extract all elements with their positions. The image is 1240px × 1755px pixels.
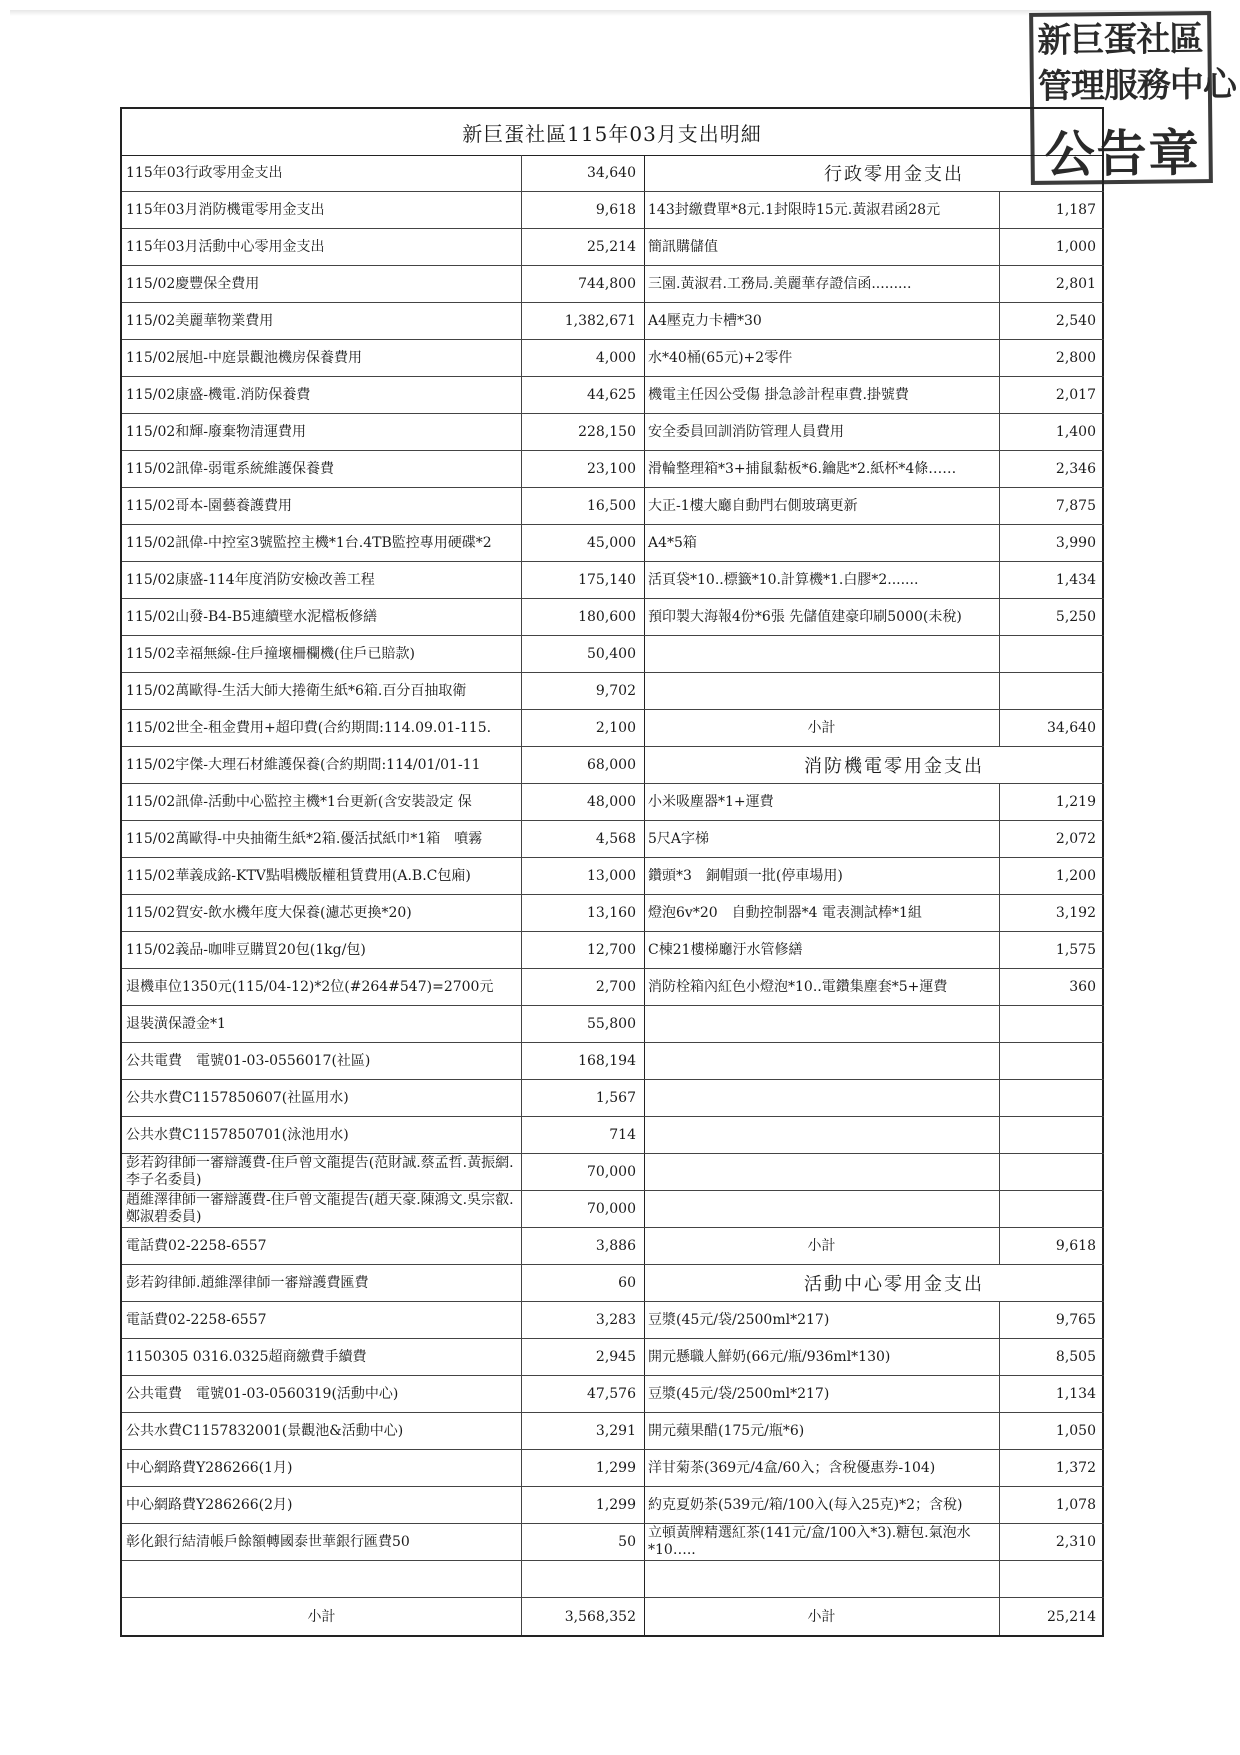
item-description: 開元蘋果醋(175元/瓶*6) xyxy=(644,1413,1000,1449)
expense-sheet xyxy=(120,107,1104,1637)
item-amount: 60 xyxy=(618,1275,636,1291)
expense-row xyxy=(122,1265,644,1302)
petty-cash-row xyxy=(644,1524,1104,1561)
item-amount: 2,100 xyxy=(595,720,636,736)
petty-cash-row xyxy=(644,192,1104,229)
item-description: 115年03月活動中心零用金支出 xyxy=(122,229,522,265)
petty-cash-row xyxy=(644,599,1104,636)
item-description: 退機車位1350元(115/04-12)*2位(#264#547)=2700元 xyxy=(122,969,522,1005)
item-amount xyxy=(1000,1043,1104,1079)
item-description: 趙維澤律師一審辯護費-住戶曾文龍提告(趙天豪.陳鴻文.吳宗叡.鄭淑碧委員) xyxy=(122,1191,522,1227)
section-header xyxy=(644,747,1104,784)
item-amount: 2,310 xyxy=(1055,1534,1096,1550)
item-amount: 1,200 xyxy=(1055,868,1096,884)
item-description: 115/02哥本-園藝養護費用 xyxy=(122,488,522,524)
item-amount: 9,702 xyxy=(595,683,636,699)
expense-row xyxy=(122,303,644,340)
expense-row xyxy=(122,599,644,636)
item-description: A4壓克力卡槽*30 xyxy=(644,303,1000,339)
section-header xyxy=(644,1265,1104,1302)
item-description xyxy=(644,1561,1000,1597)
item-amount xyxy=(1000,673,1104,709)
item-amount: 175,140 xyxy=(578,572,636,588)
item-amount xyxy=(1000,1117,1104,1153)
petty-cash-row xyxy=(644,229,1104,266)
item-description: 中心網路費Y286266(1月) xyxy=(122,1450,522,1486)
item-description: 115/02宇傑-大理石材維護保養(合約期間:114/01/01-11 xyxy=(122,747,522,783)
petty-cash-row xyxy=(644,1487,1104,1524)
petty-cash-row xyxy=(644,377,1104,414)
item-amount: 1,000 xyxy=(1055,239,1096,255)
petty-cash-row xyxy=(644,932,1104,969)
petty-cash-row xyxy=(644,451,1104,488)
petty-cash-row xyxy=(644,414,1104,451)
expense-row xyxy=(122,895,644,932)
item-amount: 2,801 xyxy=(1055,276,1096,292)
section-header xyxy=(644,155,1104,192)
item-description xyxy=(644,1154,1000,1190)
item-amount: 1,299 xyxy=(595,1460,636,1476)
petty-cash-row xyxy=(644,1302,1104,1339)
item-amount: 2,800 xyxy=(1055,350,1096,366)
item-description xyxy=(644,1117,1000,1153)
subtotal-amount: 9,618 xyxy=(1055,1238,1096,1254)
expense-row xyxy=(122,1302,644,1339)
expense-row xyxy=(122,784,644,821)
item-amount: 9,765 xyxy=(1055,1312,1096,1328)
subtotal-amount: 3,568,352 xyxy=(564,1608,636,1625)
petty-cash-row xyxy=(644,266,1104,303)
item-amount: 2,700 xyxy=(595,979,636,995)
item-description: 大正-1樓大廳自動門右側玻璃更新 xyxy=(644,488,1000,524)
petty-cash-subtotal-row xyxy=(644,1228,1104,1265)
item-description: 電話費02-2258-6557 xyxy=(122,1228,522,1264)
expense-row xyxy=(122,1339,644,1376)
petty-cash-row xyxy=(644,1191,1104,1228)
item-amount: 70,000 xyxy=(587,1164,636,1180)
item-amount: 3,291 xyxy=(595,1423,636,1439)
item-description: 水*40桶(65元)+2零件 xyxy=(644,340,1000,376)
item-amount: 1,567 xyxy=(595,1090,636,1106)
expense-row xyxy=(122,932,644,969)
petty-cash-row xyxy=(644,488,1104,525)
subtotal-label: 小計 xyxy=(122,1598,522,1635)
item-description: 預印製大海報4份*6張 先儲值建豪印刷5000(未稅) xyxy=(644,599,1000,635)
expense-row xyxy=(122,1561,644,1598)
item-description: 退裝潢保證金*1 xyxy=(122,1006,522,1042)
item-description: 公共電費 電號01-03-0556017(社區) xyxy=(122,1043,522,1079)
expense-row xyxy=(122,488,644,525)
petty-cash-row xyxy=(644,1413,1104,1450)
expense-row xyxy=(122,673,644,710)
petty-cash-row xyxy=(644,1006,1104,1043)
item-amount: 1,400 xyxy=(1055,424,1096,440)
item-amount: 1,187 xyxy=(1055,202,1096,218)
item-description: A4*5箱 xyxy=(644,525,1000,561)
item-description: 三園.黃淑君.工務局.美麗華存證信函......... xyxy=(644,266,1000,302)
petty-cash-row xyxy=(644,562,1104,599)
item-amount xyxy=(1000,1561,1104,1597)
expense-row xyxy=(122,1191,644,1228)
petty-cash-row xyxy=(644,525,1104,562)
item-description: 115/02慶豐保全費用 xyxy=(122,266,522,302)
expense-row xyxy=(122,1043,644,1080)
item-amount xyxy=(522,1561,644,1597)
item-amount: 47,576 xyxy=(587,1386,636,1402)
item-description: 115/02展旭-中庭景觀池機房保養費用 xyxy=(122,340,522,376)
item-amount: 3,886 xyxy=(595,1238,636,1254)
petty-cash-row xyxy=(644,1154,1104,1191)
expense-row xyxy=(122,525,644,562)
item-amount: 3,283 xyxy=(595,1312,636,1328)
item-description: 電話費02-2258-6557 xyxy=(122,1302,522,1338)
item-amount: 1,372 xyxy=(1055,1460,1096,1476)
item-description: 彭若鈞律師一審辯護費-住戶曾文龍提告(范財誠.蔡孟哲.黃振網.李子名委員) xyxy=(122,1154,522,1190)
item-description: 簡訊購儲值 xyxy=(644,229,1000,265)
petty-cash-row xyxy=(644,303,1104,340)
item-description: 豆漿(45元/袋/2500ml*217) xyxy=(644,1376,1000,1412)
item-amount: 44,625 xyxy=(587,387,636,403)
petty-cash-row xyxy=(644,636,1104,673)
item-description xyxy=(644,1006,1000,1042)
subtotal-label: 小計 xyxy=(644,1598,1000,1635)
item-amount: 1,382,671 xyxy=(564,313,636,329)
item-description: 115/02義品-咖啡豆購買20包(1kg/包) xyxy=(122,932,522,968)
item-amount: 50 xyxy=(618,1534,636,1550)
item-description: 115年03行政零用金支出 xyxy=(122,155,522,191)
petty-cash-row xyxy=(644,784,1104,821)
item-amount xyxy=(1000,636,1104,672)
item-amount xyxy=(1000,1006,1104,1042)
item-amount: 55,800 xyxy=(587,1016,636,1032)
item-amount: 8,505 xyxy=(1055,1349,1096,1365)
item-amount: 1,134 xyxy=(1055,1386,1096,1402)
item-amount: 70,000 xyxy=(587,1201,636,1217)
expense-row xyxy=(122,1524,644,1561)
item-description: 115/02華義成銘-KTV點唱機版權租賃費用(A.B.C包廂) xyxy=(122,858,522,894)
petty-cash-row xyxy=(644,1561,1104,1598)
petty-cash-row xyxy=(644,895,1104,932)
petty-cash-row xyxy=(644,1376,1104,1413)
item-description: 機電主任因公受傷 掛急診計程車費.掛號費 xyxy=(644,377,1000,413)
item-description: 115/02訊偉-弱電系統維護保養費 xyxy=(122,451,522,487)
item-amount: 2,945 xyxy=(595,1349,636,1365)
item-amount: 12,700 xyxy=(587,942,636,958)
expense-row xyxy=(122,1413,644,1450)
section-header-text: 消防機電零用金支出 xyxy=(804,756,984,777)
petty-cash-row xyxy=(644,969,1104,1006)
item-description: 115/02萬歐得-中央抽衛生紙*2箱.優活拭紙巾*1箱 噴霧 xyxy=(122,821,522,857)
item-amount: 3,990 xyxy=(1055,535,1096,551)
petty-cash-row xyxy=(644,1117,1104,1154)
item-amount: 228,150 xyxy=(578,424,636,440)
item-amount: 25,214 xyxy=(587,239,636,255)
item-description: 安全委員回訓消防管理人員費用 xyxy=(644,414,1000,450)
item-description: 115/02和輝-廢棄物清運費用 xyxy=(122,414,522,450)
item-description: 鑽頭*3 銅帽頭一批(停車場用) xyxy=(644,858,1000,894)
item-description: 5尺A字梯 xyxy=(644,821,1000,857)
item-description xyxy=(644,1080,1000,1116)
petty-cash-row xyxy=(644,858,1104,895)
petty-cash-column xyxy=(644,155,1104,1635)
item-description: C棟21樓梯廳汙水管修繕 xyxy=(644,932,1000,968)
item-description: 豆漿(45元/袋/2500ml*217) xyxy=(644,1302,1000,1338)
item-amount: 48,000 xyxy=(587,794,636,810)
stamp-line-seal: 公告章 xyxy=(1044,123,1201,184)
item-amount: 360 xyxy=(1069,979,1096,995)
item-description: 公共電費 電號01-03-0560319(活動中心) xyxy=(122,1376,522,1412)
item-description: 滑輪整理箱*3+捕鼠黏板*6.鑰匙*2.紙杯*4條…… xyxy=(644,451,1000,487)
petty-cash-subtotal-row xyxy=(644,1598,1104,1635)
expense-row xyxy=(122,636,644,673)
item-description: 小米吸塵器*1+運費 xyxy=(644,784,1000,820)
expense-row xyxy=(122,451,644,488)
item-amount xyxy=(1000,1191,1104,1227)
item-description: 彭若鈞律師.趙維澤律師一審辯護費匯費 xyxy=(122,1265,522,1301)
item-amount: 5,250 xyxy=(1055,609,1096,625)
subtotal-label: 小計 xyxy=(644,710,1000,746)
expense-row xyxy=(122,1080,644,1117)
item-description: 115/02訊偉-中控室3號監控主機*1台.4TB監控專用硬碟*2 xyxy=(122,525,522,561)
petty-cash-row xyxy=(644,673,1104,710)
item-amount xyxy=(1000,1154,1104,1190)
item-amount: 45,000 xyxy=(587,535,636,551)
expense-row xyxy=(122,229,644,266)
item-description xyxy=(644,1043,1000,1079)
expense-row xyxy=(122,340,644,377)
expense-row xyxy=(122,1228,644,1265)
sheet-title: 新巨蛋社區115年03月支出明細 xyxy=(122,109,1102,156)
general-expense-column xyxy=(122,155,645,1635)
item-amount: 1,219 xyxy=(1055,794,1096,810)
item-description: 燈泡6v*20 自動控制器*4 電表測試棒*1組 xyxy=(644,895,1000,931)
item-description: 115/02世全-租金費用+超印費(合約期間:114.09.01-115. xyxy=(122,710,522,746)
item-description: 中心網路費Y286266(2月) xyxy=(122,1487,522,1523)
subtotal-amount: 25,214 xyxy=(1047,1608,1096,1625)
item-amount: 180,600 xyxy=(578,609,636,625)
petty-cash-row xyxy=(644,821,1104,858)
section-header-text: 活動中心零用金支出 xyxy=(804,1274,984,1295)
item-description: 公共水費C1157850607(社區用水) xyxy=(122,1080,522,1116)
item-description: 洋甘菊茶(369元/4盒/60入；含稅優惠券-104) xyxy=(644,1450,1000,1486)
item-amount: 714 xyxy=(609,1127,636,1143)
item-amount: 2,017 xyxy=(1055,387,1096,403)
item-amount: 7,875 xyxy=(1055,498,1096,514)
item-amount: 2,346 xyxy=(1055,461,1096,477)
item-description: 消防栓箱內紅色小燈泡*10..電鑽集塵套*5+運費 xyxy=(644,969,1000,1005)
expense-row xyxy=(122,266,644,303)
subtotal-label: 小計 xyxy=(644,1228,1000,1264)
petty-cash-row xyxy=(644,340,1104,377)
petty-cash-row xyxy=(644,1043,1104,1080)
item-amount: 34,640 xyxy=(587,165,636,181)
expense-row xyxy=(122,1154,644,1191)
expense-row xyxy=(122,155,644,192)
item-amount: 1,078 xyxy=(1055,1497,1096,1513)
petty-cash-subtotal-row xyxy=(644,710,1104,747)
expense-row xyxy=(122,1117,644,1154)
item-amount: 1,050 xyxy=(1055,1423,1096,1439)
item-description: 彰化銀行結清帳戶餘額轉國泰世華銀行匯費50 xyxy=(122,1524,522,1560)
item-description: 115/02訊偉-活動中心監控主機*1台更新(含安裝設定 保 xyxy=(122,784,522,820)
expense-row xyxy=(122,1376,644,1413)
item-description: 1150305 0316.0325超商繳費手續費 xyxy=(122,1339,522,1375)
item-description: 143封繳費單*8元.1封限時15元.黃淑君函28元 xyxy=(644,192,1000,228)
item-description: 115/02山發-B4-B5連續壁水泥檔板修繕 xyxy=(122,599,522,635)
stamp-line-office: 管理服務中心 xyxy=(1037,64,1237,107)
expense-row xyxy=(122,414,644,451)
item-amount: 3,192 xyxy=(1055,905,1096,921)
item-description: 活頁袋*10..標籤*10.計算機*1.白膠*2....... xyxy=(644,562,1000,598)
petty-cash-row xyxy=(644,1339,1104,1376)
item-amount: 2,072 xyxy=(1055,831,1096,847)
item-amount: 16,500 xyxy=(587,498,636,514)
expense-row xyxy=(122,562,644,599)
section-header-text: 行政零用金支出 xyxy=(824,164,964,185)
item-description: 115/02康盛-機電.消防保養費 xyxy=(122,377,522,413)
stamp-line-community: 新巨蛋社區 xyxy=(1037,19,1203,61)
item-amount: 23,100 xyxy=(587,461,636,477)
expense-row xyxy=(122,969,644,1006)
expense-row xyxy=(122,1487,644,1524)
item-amount: 1,299 xyxy=(595,1497,636,1513)
item-amount: 50,400 xyxy=(587,646,636,662)
subtotal-amount: 34,640 xyxy=(1047,720,1096,736)
item-description: 公共水費C1157850701(泳池用水) xyxy=(122,1117,522,1153)
item-amount: 168,194 xyxy=(578,1053,636,1069)
expense-row xyxy=(122,710,644,747)
item-description: 開元懸職人鮮奶(66元/瓶/936ml*130) xyxy=(644,1339,1000,1375)
item-amount: 13,000 xyxy=(587,868,636,884)
item-description: 115/02萬歐得-生活大師大捲衛生紙*6箱.百分百抽取衛 xyxy=(122,673,522,709)
item-description: 約克夏奶茶(539元/箱/100入(每入25克)*2；含稅) xyxy=(644,1487,1000,1523)
item-description: 115/02賀安-飲水機年度大保養(濾芯更換*20) xyxy=(122,895,522,931)
item-amount: 4,568 xyxy=(595,831,636,847)
expense-subtotal-row xyxy=(122,1598,644,1635)
item-description: 115/02美麗華物業費用 xyxy=(122,303,522,339)
expense-row xyxy=(122,1450,644,1487)
expense-row xyxy=(122,377,644,414)
item-amount: 13,160 xyxy=(587,905,636,921)
petty-cash-row xyxy=(644,1450,1104,1487)
item-amount xyxy=(1000,1080,1104,1116)
item-description: 115年03月消防機電零用金支出 xyxy=(122,192,522,228)
item-description xyxy=(122,1561,522,1597)
expense-row xyxy=(122,821,644,858)
expense-row xyxy=(122,1006,644,1043)
expense-row xyxy=(122,192,644,229)
item-amount: 68,000 xyxy=(587,757,636,773)
item-description: 115/02康盛-114年度消防安檢改善工程 xyxy=(122,562,522,598)
item-amount: 4,000 xyxy=(595,350,636,366)
item-amount: 1,434 xyxy=(1055,572,1096,588)
item-description xyxy=(644,673,1000,709)
item-description xyxy=(644,1191,1000,1227)
expense-row xyxy=(122,858,644,895)
petty-cash-row xyxy=(644,1080,1104,1117)
item-amount: 1,575 xyxy=(1055,942,1096,958)
item-description: 115/02幸福無線-住戶撞壞柵欄機(住戶已賠款) xyxy=(122,636,522,672)
item-amount: 9,618 xyxy=(595,202,636,218)
item-description: 公共水費C1157832001(景觀池&活動中心) xyxy=(122,1413,522,1449)
item-amount: 2,540 xyxy=(1055,313,1096,329)
item-amount: 744,800 xyxy=(578,276,636,292)
expense-row xyxy=(122,747,644,784)
item-description: 立頓黃牌精選紅茶(141元/盒/100入*3).糖包.氣泡水*10….. xyxy=(644,1524,1000,1560)
item-description xyxy=(644,636,1000,672)
